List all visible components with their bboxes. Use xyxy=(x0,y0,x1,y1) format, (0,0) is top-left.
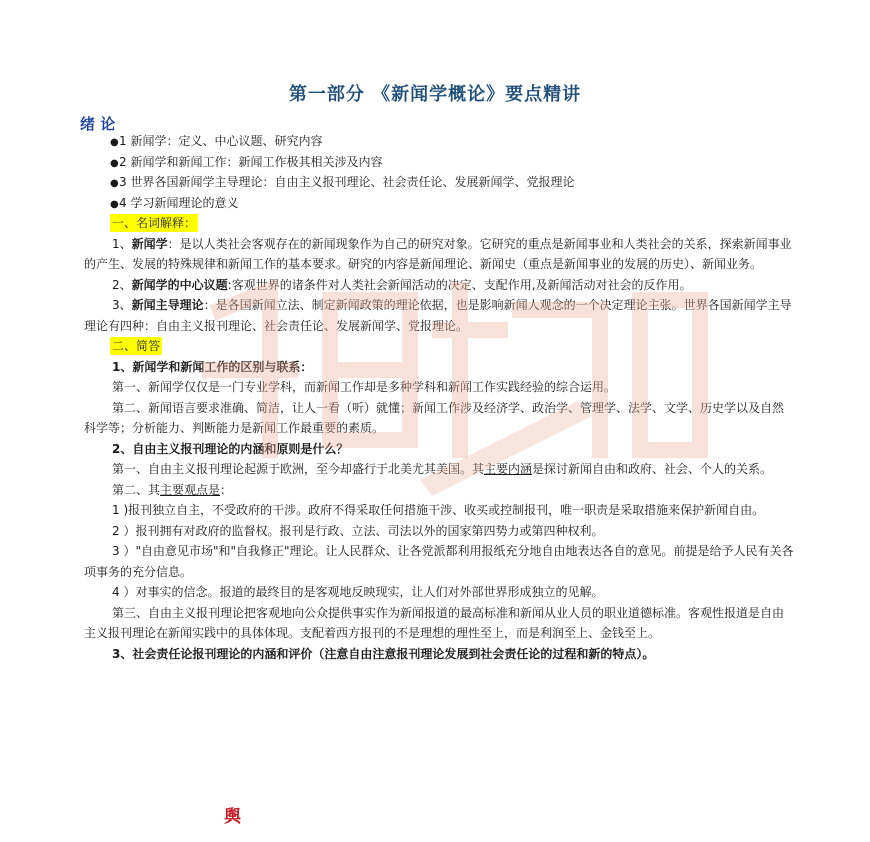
text-run: 第二、其 xyxy=(112,482,161,497)
bullet-icon: ● xyxy=(110,198,119,210)
list-item xyxy=(110,172,794,193)
paragraph: 1 )报刊独立自主，不受政府的干涉。政府不得采取任何措施干涉、收买或控制报刊，唯一职责是采取措施来保护新闻自由。 xyxy=(112,503,765,517)
outline-text: 3 世界各国新闻学主导理论：自由主义报刊理论、社会责任论、发展新闻学、党报理论 xyxy=(119,175,575,189)
part2-heading-row xyxy=(84,336,794,357)
part1-heading: 一、名词解释： xyxy=(112,216,197,230)
term-name: 新闻学的中心议题 xyxy=(131,277,228,292)
paragraph: 第二、新闻语言要求准确、简洁，让人一看（听）就懂；新闻工作涉及经济学、政治学、管理学、法学、文学、历史学以及自然科学等；分析能力、判断能力是新闻工作最重要的素质。 xyxy=(84,400,785,435)
bullet-icon: ● xyxy=(110,137,119,148)
outline-text: 4 学习新闻理论的意义 xyxy=(119,195,239,210)
question-heading: 2、自由主义报刊理论的内涵和原则是什么？ xyxy=(112,441,349,456)
text-run: 是探讨新闻自由和政府、社会、个人的关系。 xyxy=(532,462,773,476)
outline-list xyxy=(84,131,794,213)
paragraph: 3 ）"自由意见市场"和"自我修正"理论。让人民群众、让各党派都利用报纸充分地自由地表达各自的意见。前提是给予人民有关各项事务的充分信息。 xyxy=(84,544,794,579)
page-title: 第一部分 《新闻学概论》要点精讲 xyxy=(288,84,582,105)
paragraph: 2 ）报刊拥有对政府的监督权。报刊是行政、立法、司法以外的国家第四势力或第四种权利。 xyxy=(112,523,604,538)
term-definition xyxy=(84,295,794,336)
term-text: ：是以人类社会客观存在的新闻现象作为自己的研究对象。它研究的重点是新闻事业和人类社会的关系，探索新闻事业的产生、发展的特殊规律和新闻工作的基本要求。研究的内容是新闻理论、新闻史（重点是新闻事业的发展的历史）、新闻业务。 xyxy=(84,236,792,271)
section-heading: 绪 论 xyxy=(80,115,116,133)
stamp-logo: 舆 xyxy=(224,807,241,827)
underlined-text: 主要内涵 xyxy=(484,462,533,476)
list-item xyxy=(110,152,794,173)
list-item xyxy=(110,193,794,214)
text-run: ： xyxy=(220,482,233,497)
document-body xyxy=(84,131,794,664)
question-heading: 1、新闻学和新闻工作的区别与联系： xyxy=(112,359,313,374)
paragraph: 第一、新闻学仅仅是一门专业学科，而新闻工作却是多种学科和新闻工作实践经验的综合运用。 xyxy=(112,380,617,394)
paragraph xyxy=(84,459,794,480)
outline-text: 1 新闻学：定义、中心议题、研究内容 xyxy=(119,134,323,148)
part1-heading-row xyxy=(84,213,794,234)
term-number: 1、 xyxy=(112,236,132,251)
term-name: 新闻主导理论 xyxy=(131,298,204,312)
underlined-text: 主要观点是 xyxy=(160,482,221,497)
list-item xyxy=(110,131,794,152)
term-text: :客观世界的诸条件对人类社会新闻活动的决定、支配作用,及新闻活动对社会的反作用。 xyxy=(227,277,692,292)
term-text: ：是各国新闻立法、制定新闻政策的理论依据，也是影响新闻人观念的一个决定理论主张。世界各国新闻学主导理论有四种：自由主义报刊理论、社会责任论、发展新闻学、党报理论。 xyxy=(84,298,792,333)
paragraph xyxy=(84,480,794,501)
bullet-icon: ● xyxy=(110,178,119,189)
text-run: 第一、自由主义报刊理论起源于欧洲，至今却盛行于北美尤其美国。其 xyxy=(112,462,485,476)
question-heading: 3、社会责任论报刊理论的内涵和评价（注意自由注意报刊理论发展到社会责任论的过程和新的特点）。 xyxy=(112,646,655,661)
outline-text: 2 新闻学和新闻工作：新闻工作极其相关涉及内容 xyxy=(119,154,383,169)
term-name: 新闻学 xyxy=(131,236,168,251)
term-definition xyxy=(84,234,794,275)
bullet-icon: ● xyxy=(110,157,119,169)
term-definition xyxy=(84,275,794,296)
paragraph: 4 ）对事实的信念。报道的最终目的是客观地反映现实，让人们对外部世界形成独立的见解。 xyxy=(112,585,604,599)
term-number: 2、 xyxy=(112,277,132,292)
term-number: 3、 xyxy=(112,298,132,312)
part2-heading: 二、简答 xyxy=(112,339,161,353)
paragraph: 第三、自由主义报刊理论把客观地向公众提供事实作为新闻报道的最高标准和新闻从业人员的职业道德标准。客观性报道是自由主义报刊理论在新闻实践中的具体体现。支配着西方报刊的不是理想的理性至上，而是利润至上、金钱至上。 xyxy=(84,605,785,640)
